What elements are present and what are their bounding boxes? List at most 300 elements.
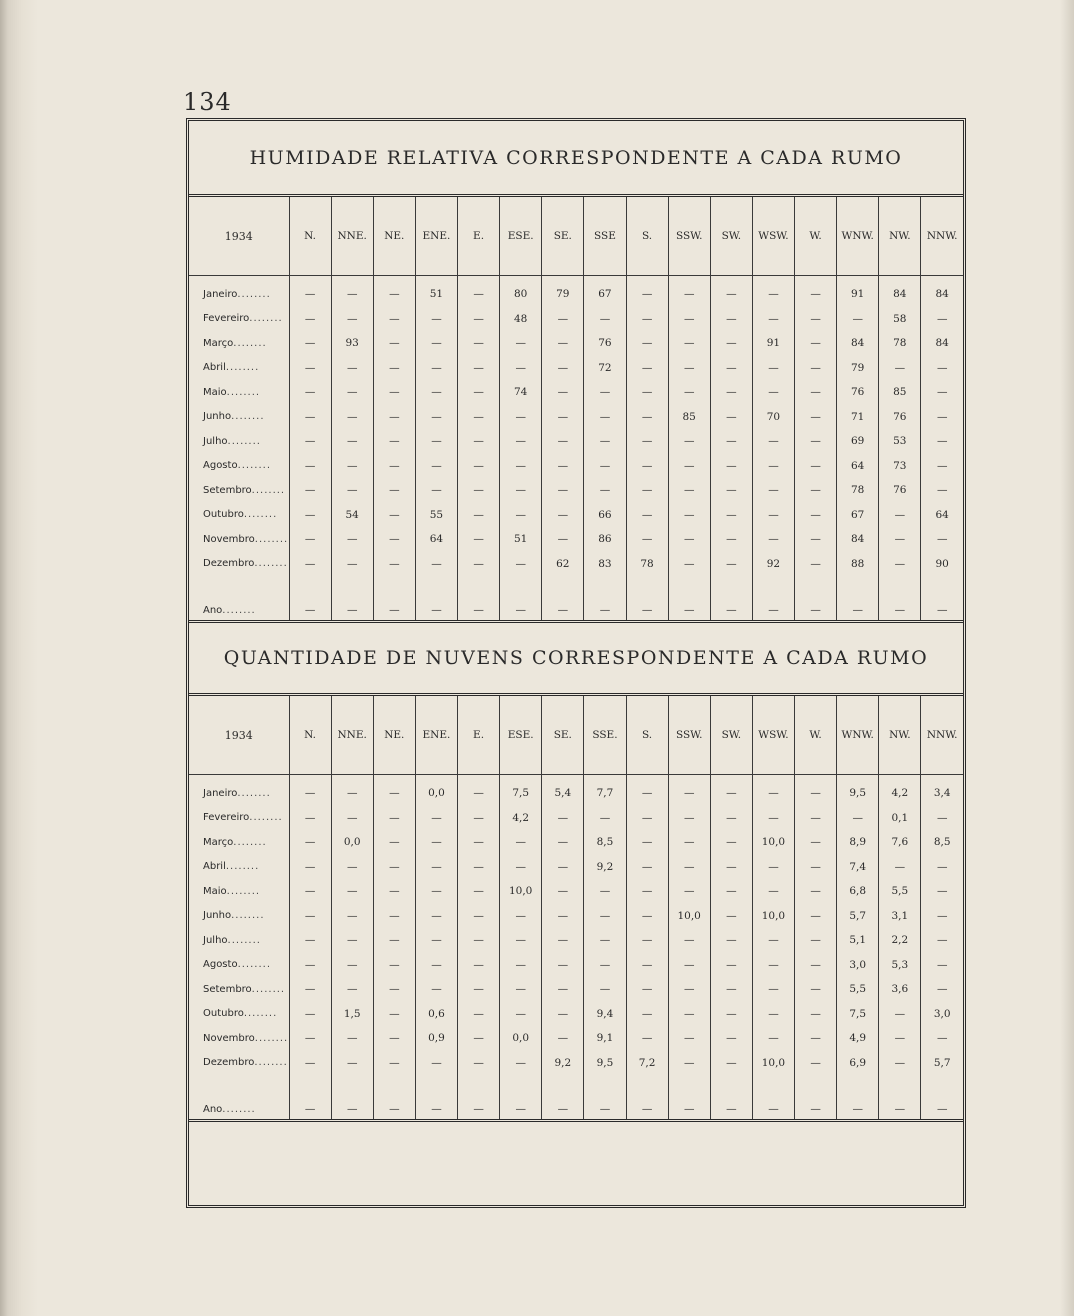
value-cell: — bbox=[500, 429, 542, 454]
value-cell: — bbox=[331, 1026, 373, 1051]
month-cell bbox=[189, 356, 289, 381]
direction-header: W. bbox=[795, 696, 837, 775]
value-cell: — bbox=[500, 454, 542, 479]
clouds-title: QUANTIDADE DE NUVENS CORRESPONDENTE A CADA RUMO bbox=[189, 620, 963, 696]
value-cell: 9,2 bbox=[584, 855, 626, 880]
humidity-title: HUMIDADE RELATIVA CORRESPONDENTE A CADA RUMO bbox=[189, 121, 963, 197]
value-cell: — bbox=[289, 1026, 331, 1051]
table-row bbox=[189, 953, 963, 978]
value-cell: 55 bbox=[415, 503, 457, 528]
value-cell: — bbox=[921, 454, 963, 479]
value-cell: — bbox=[373, 1051, 415, 1076]
value-cell: — bbox=[331, 904, 373, 929]
value-cell: — bbox=[921, 928, 963, 953]
value-cell: — bbox=[668, 953, 710, 978]
value-cell: — bbox=[710, 1002, 752, 1027]
value-cell: — bbox=[373, 576, 415, 620]
direction-header: E. bbox=[458, 197, 500, 276]
leader-dots: ........ bbox=[226, 885, 261, 897]
value-cell: — bbox=[795, 1002, 837, 1027]
value-cell: — bbox=[668, 977, 710, 1002]
value-cell: — bbox=[289, 454, 331, 479]
value-cell: 6,8 bbox=[837, 879, 879, 904]
value-cell: — bbox=[626, 830, 668, 855]
clouds-table bbox=[189, 696, 963, 1119]
value-cell: — bbox=[626, 356, 668, 381]
value-cell: 76 bbox=[837, 380, 879, 405]
value-cell: — bbox=[921, 1026, 963, 1051]
value-cell: 88 bbox=[837, 552, 879, 577]
value-cell: — bbox=[373, 1075, 415, 1119]
value-cell: — bbox=[752, 1075, 794, 1119]
value-cell: 92 bbox=[752, 552, 794, 577]
value-cell: — bbox=[668, 1002, 710, 1027]
leader-dots: ........ bbox=[249, 313, 283, 325]
value-cell: — bbox=[879, 356, 921, 381]
value-cell: — bbox=[458, 830, 500, 855]
value-cell: 78 bbox=[626, 552, 668, 577]
value-cell: — bbox=[500, 576, 542, 620]
month-cell bbox=[189, 830, 289, 855]
value-cell: — bbox=[331, 527, 373, 552]
direction-header: SSW. bbox=[668, 696, 710, 775]
value-cell: — bbox=[373, 775, 415, 806]
leader-dots: ........ bbox=[227, 934, 261, 946]
value-cell: — bbox=[542, 1075, 584, 1119]
table-row bbox=[189, 1075, 963, 1119]
value-cell: — bbox=[415, 879, 457, 904]
value-cell: — bbox=[752, 879, 794, 904]
value-cell: — bbox=[879, 576, 921, 620]
value-cell: — bbox=[289, 503, 331, 528]
value-cell: — bbox=[668, 552, 710, 577]
value-cell: 10,0 bbox=[500, 879, 542, 904]
value-cell: — bbox=[668, 775, 710, 806]
table-row bbox=[189, 307, 963, 332]
value-cell: — bbox=[584, 904, 626, 929]
month-label: Outubro bbox=[203, 509, 244, 521]
value-cell: — bbox=[542, 855, 584, 880]
value-cell: 80 bbox=[500, 276, 542, 307]
direction-header: NE. bbox=[373, 197, 415, 276]
value-cell: — bbox=[500, 478, 542, 503]
value-cell: 3,0 bbox=[837, 953, 879, 978]
month-cell bbox=[189, 405, 289, 430]
value-cell: 0,9 bbox=[415, 1026, 457, 1051]
leader-dots: ........ bbox=[237, 288, 271, 300]
value-cell: — bbox=[921, 953, 963, 978]
month-cell bbox=[189, 775, 289, 806]
table-row bbox=[189, 331, 963, 356]
value-cell: — bbox=[458, 576, 500, 620]
value-cell: 10,0 bbox=[752, 1051, 794, 1076]
value-cell: — bbox=[500, 953, 542, 978]
value-cell: — bbox=[331, 356, 373, 381]
value-cell: — bbox=[542, 503, 584, 528]
value-cell: — bbox=[921, 380, 963, 405]
value-cell: — bbox=[584, 879, 626, 904]
month-cell bbox=[189, 454, 289, 479]
value-cell: — bbox=[458, 276, 500, 307]
value-cell: — bbox=[668, 356, 710, 381]
value-cell: — bbox=[710, 503, 752, 528]
value-cell: — bbox=[626, 1026, 668, 1051]
value-cell: — bbox=[668, 928, 710, 953]
leader-dots: ........ bbox=[226, 386, 261, 398]
value-cell: — bbox=[289, 1075, 331, 1119]
direction-header: S. bbox=[626, 197, 668, 276]
value-cell: — bbox=[458, 904, 500, 929]
value-cell: — bbox=[710, 775, 752, 806]
value-cell: — bbox=[458, 953, 500, 978]
leader-dots: ........ bbox=[254, 1032, 289, 1044]
value-cell: — bbox=[752, 429, 794, 454]
value-cell: — bbox=[795, 1026, 837, 1051]
value-cell: 10,0 bbox=[668, 904, 710, 929]
value-cell: — bbox=[795, 830, 837, 855]
table-row bbox=[189, 879, 963, 904]
value-cell: — bbox=[668, 454, 710, 479]
value-cell: 5,5 bbox=[837, 977, 879, 1002]
value-cell: — bbox=[373, 552, 415, 577]
value-cell: — bbox=[879, 855, 921, 880]
value-cell: — bbox=[921, 855, 963, 880]
value-cell: — bbox=[668, 576, 710, 620]
value-cell: — bbox=[795, 478, 837, 503]
value-cell: — bbox=[752, 775, 794, 806]
value-cell: — bbox=[373, 276, 415, 307]
month-label: Dezembro bbox=[203, 558, 255, 570]
table-row bbox=[189, 356, 963, 381]
table-row bbox=[189, 806, 963, 831]
leader-dots: ........ bbox=[222, 605, 256, 616]
value-cell: — bbox=[626, 806, 668, 831]
direction-header: N. bbox=[289, 197, 331, 276]
value-cell: 85 bbox=[879, 380, 921, 405]
value-cell: — bbox=[668, 429, 710, 454]
table-row bbox=[189, 405, 963, 430]
value-cell: 69 bbox=[837, 429, 879, 454]
value-cell: 7,4 bbox=[837, 855, 879, 880]
value-cell: — bbox=[710, 380, 752, 405]
value-cell: — bbox=[710, 331, 752, 356]
value-cell: 10,0 bbox=[752, 904, 794, 929]
value-cell: — bbox=[415, 356, 457, 381]
direction-header: SW. bbox=[710, 696, 752, 775]
value-cell: — bbox=[752, 307, 794, 332]
table-row bbox=[189, 429, 963, 454]
page-shadow-left bbox=[0, 0, 38, 1316]
value-cell: — bbox=[373, 405, 415, 430]
direction-header: SE. bbox=[542, 696, 584, 775]
value-cell: — bbox=[584, 307, 626, 332]
value-cell: — bbox=[795, 977, 837, 1002]
value-cell: — bbox=[289, 429, 331, 454]
value-cell: — bbox=[331, 1075, 373, 1119]
value-cell: 5,7 bbox=[837, 904, 879, 929]
direction-header: E. bbox=[458, 696, 500, 775]
leader-dots: ........ bbox=[225, 861, 260, 873]
value-cell: — bbox=[373, 806, 415, 831]
value-cell: 78 bbox=[879, 331, 921, 356]
value-cell: 3,1 bbox=[879, 904, 921, 929]
value-cell: — bbox=[795, 879, 837, 904]
leader-dots: ........ bbox=[249, 812, 283, 824]
month-label: Agosto bbox=[203, 959, 238, 971]
value-cell: — bbox=[795, 1075, 837, 1119]
value-cell: — bbox=[752, 356, 794, 381]
value-cell: — bbox=[710, 928, 752, 953]
direction-header: ENE. bbox=[415, 197, 457, 276]
table-row bbox=[189, 576, 963, 620]
value-cell: — bbox=[542, 977, 584, 1002]
value-cell: — bbox=[795, 552, 837, 577]
value-cell: — bbox=[458, 552, 500, 577]
value-cell: 51 bbox=[500, 527, 542, 552]
value-cell: — bbox=[458, 405, 500, 430]
value-cell: 6,9 bbox=[837, 1051, 879, 1076]
value-cell: — bbox=[752, 454, 794, 479]
value-cell: — bbox=[373, 928, 415, 953]
value-cell: 2,2 bbox=[879, 928, 921, 953]
value-cell: — bbox=[795, 904, 837, 929]
month-label: Março bbox=[203, 337, 234, 349]
value-cell: — bbox=[458, 380, 500, 405]
value-cell: 85 bbox=[668, 405, 710, 430]
month-cell bbox=[189, 806, 289, 831]
value-cell: — bbox=[458, 307, 500, 332]
value-cell: — bbox=[331, 977, 373, 1002]
value-cell: — bbox=[710, 405, 752, 430]
value-cell: — bbox=[458, 1002, 500, 1027]
value-cell: — bbox=[752, 977, 794, 1002]
value-cell: — bbox=[331, 806, 373, 831]
month-cell bbox=[189, 855, 289, 880]
value-cell: — bbox=[795, 806, 837, 831]
value-cell: — bbox=[879, 503, 921, 528]
value-cell: 3,4 bbox=[921, 775, 963, 806]
value-cell: — bbox=[542, 307, 584, 332]
value-cell: — bbox=[500, 1051, 542, 1076]
value-cell: — bbox=[837, 806, 879, 831]
value-cell: — bbox=[837, 576, 879, 620]
value-cell: — bbox=[710, 977, 752, 1002]
value-cell: 48 bbox=[500, 307, 542, 332]
value-cell: 5,1 bbox=[837, 928, 879, 953]
value-cell: — bbox=[584, 380, 626, 405]
value-cell: 74 bbox=[500, 380, 542, 405]
value-cell: — bbox=[668, 1075, 710, 1119]
value-cell: — bbox=[373, 830, 415, 855]
value-cell: — bbox=[795, 1051, 837, 1076]
value-cell: 7,5 bbox=[837, 1002, 879, 1027]
table-row bbox=[189, 977, 963, 1002]
value-cell: — bbox=[584, 928, 626, 953]
clouds-header-row bbox=[189, 696, 963, 775]
value-cell: — bbox=[373, 429, 415, 454]
value-cell: 72 bbox=[584, 356, 626, 381]
value-cell: — bbox=[415, 1051, 457, 1076]
direction-header: SSE bbox=[584, 197, 626, 276]
value-cell: — bbox=[668, 478, 710, 503]
value-cell: — bbox=[584, 576, 626, 620]
value-cell: — bbox=[415, 1075, 457, 1119]
value-cell: — bbox=[458, 879, 500, 904]
value-cell: 0,0 bbox=[415, 775, 457, 806]
value-cell: — bbox=[373, 356, 415, 381]
value-cell: — bbox=[500, 855, 542, 880]
value-cell: — bbox=[626, 775, 668, 806]
value-cell: 93 bbox=[331, 331, 373, 356]
value-cell: — bbox=[795, 356, 837, 381]
value-cell: — bbox=[921, 904, 963, 929]
value-cell: — bbox=[795, 380, 837, 405]
leader-dots: ........ bbox=[231, 910, 265, 922]
value-cell: — bbox=[373, 855, 415, 880]
month-cell bbox=[189, 276, 289, 307]
direction-header: NNE. bbox=[331, 197, 373, 276]
value-cell: — bbox=[626, 478, 668, 503]
value-cell: 3,0 bbox=[921, 1002, 963, 1027]
value-cell: — bbox=[289, 806, 331, 831]
value-cell: — bbox=[415, 380, 457, 405]
value-cell: — bbox=[795, 953, 837, 978]
value-cell: — bbox=[289, 478, 331, 503]
value-cell: — bbox=[542, 1026, 584, 1051]
table-row bbox=[189, 1026, 963, 1051]
value-cell: — bbox=[373, 879, 415, 904]
value-cell: — bbox=[668, 503, 710, 528]
table-row bbox=[189, 527, 963, 552]
month-cell bbox=[189, 953, 289, 978]
leader-dots: ........ bbox=[225, 362, 260, 374]
humidity-table bbox=[189, 197, 963, 620]
value-cell: — bbox=[626, 953, 668, 978]
leader-dots: ........ bbox=[254, 533, 289, 545]
leader-dots: ........ bbox=[251, 983, 286, 995]
value-cell: — bbox=[752, 953, 794, 978]
value-cell: — bbox=[879, 527, 921, 552]
value-cell: — bbox=[921, 405, 963, 430]
value-cell: — bbox=[837, 307, 879, 332]
value-cell: — bbox=[458, 1075, 500, 1119]
month-label: Julho bbox=[203, 435, 228, 447]
value-cell: — bbox=[584, 1075, 626, 1119]
month-cell bbox=[189, 503, 289, 528]
table-row bbox=[189, 904, 963, 929]
leader-dots: ........ bbox=[237, 959, 271, 971]
value-cell: — bbox=[921, 356, 963, 381]
value-cell: — bbox=[289, 1051, 331, 1076]
value-cell: — bbox=[795, 503, 837, 528]
direction-header: SW. bbox=[710, 197, 752, 276]
month-cell bbox=[189, 977, 289, 1002]
value-cell: — bbox=[458, 806, 500, 831]
value-cell: 4,2 bbox=[500, 806, 542, 831]
value-cell: 66 bbox=[584, 503, 626, 528]
value-cell: 67 bbox=[837, 503, 879, 528]
value-cell: — bbox=[795, 855, 837, 880]
value-cell: — bbox=[921, 307, 963, 332]
value-cell: 76 bbox=[584, 331, 626, 356]
value-cell: 76 bbox=[879, 405, 921, 430]
humidity-header-row bbox=[189, 197, 963, 276]
value-cell: — bbox=[710, 276, 752, 307]
value-cell: — bbox=[584, 405, 626, 430]
value-cell: — bbox=[331, 775, 373, 806]
value-cell: — bbox=[458, 331, 500, 356]
value-cell: — bbox=[500, 904, 542, 929]
value-cell: — bbox=[500, 356, 542, 381]
value-cell: 7,6 bbox=[879, 830, 921, 855]
table-row bbox=[189, 1002, 963, 1027]
value-cell: — bbox=[921, 1075, 963, 1119]
direction-header: SSW. bbox=[668, 197, 710, 276]
leader-dots: ........ bbox=[233, 337, 267, 349]
month-label: Outubro bbox=[203, 1008, 244, 1020]
value-cell: 7,7 bbox=[584, 775, 626, 806]
month-label: Ano bbox=[203, 1104, 223, 1115]
value-cell: — bbox=[626, 405, 668, 430]
table-row bbox=[189, 855, 963, 880]
year-header: 1934 bbox=[189, 197, 289, 276]
value-cell: — bbox=[879, 552, 921, 577]
bottom-strip bbox=[189, 1119, 963, 1152]
value-cell: — bbox=[626, 904, 668, 929]
value-cell: — bbox=[542, 331, 584, 356]
value-cell: — bbox=[289, 356, 331, 381]
value-cell: — bbox=[415, 331, 457, 356]
month-cell bbox=[189, 1051, 289, 1076]
value-cell: — bbox=[626, 855, 668, 880]
value-cell: — bbox=[500, 405, 542, 430]
value-cell: — bbox=[668, 380, 710, 405]
value-cell: — bbox=[542, 1002, 584, 1027]
value-cell: — bbox=[752, 576, 794, 620]
value-cell: — bbox=[626, 307, 668, 332]
value-cell: — bbox=[458, 356, 500, 381]
value-cell: 62 bbox=[542, 552, 584, 577]
value-cell: — bbox=[795, 405, 837, 430]
value-cell: — bbox=[289, 953, 331, 978]
value-cell: — bbox=[500, 977, 542, 1002]
value-cell: — bbox=[626, 503, 668, 528]
page-shadow-right bbox=[1060, 0, 1074, 1316]
value-cell: — bbox=[415, 478, 457, 503]
value-cell: 84 bbox=[921, 331, 963, 356]
direction-header: WNW. bbox=[837, 197, 879, 276]
value-cell: 90 bbox=[921, 552, 963, 577]
value-cell: 76 bbox=[879, 478, 921, 503]
leader-dots: ........ bbox=[233, 836, 267, 848]
month-cell bbox=[189, 478, 289, 503]
direction-header: WSW. bbox=[752, 197, 794, 276]
table-row bbox=[189, 503, 963, 528]
value-cell: — bbox=[752, 806, 794, 831]
value-cell: — bbox=[752, 478, 794, 503]
month-cell bbox=[189, 1002, 289, 1027]
value-cell: — bbox=[289, 527, 331, 552]
value-cell: 91 bbox=[837, 276, 879, 307]
value-cell: 54 bbox=[331, 503, 373, 528]
value-cell: — bbox=[626, 928, 668, 953]
month-label: Novembro bbox=[203, 1032, 255, 1044]
value-cell: — bbox=[542, 806, 584, 831]
value-cell: — bbox=[710, 429, 752, 454]
value-cell: 70 bbox=[752, 405, 794, 430]
direction-header: NW. bbox=[879, 197, 921, 276]
value-cell: — bbox=[500, 331, 542, 356]
